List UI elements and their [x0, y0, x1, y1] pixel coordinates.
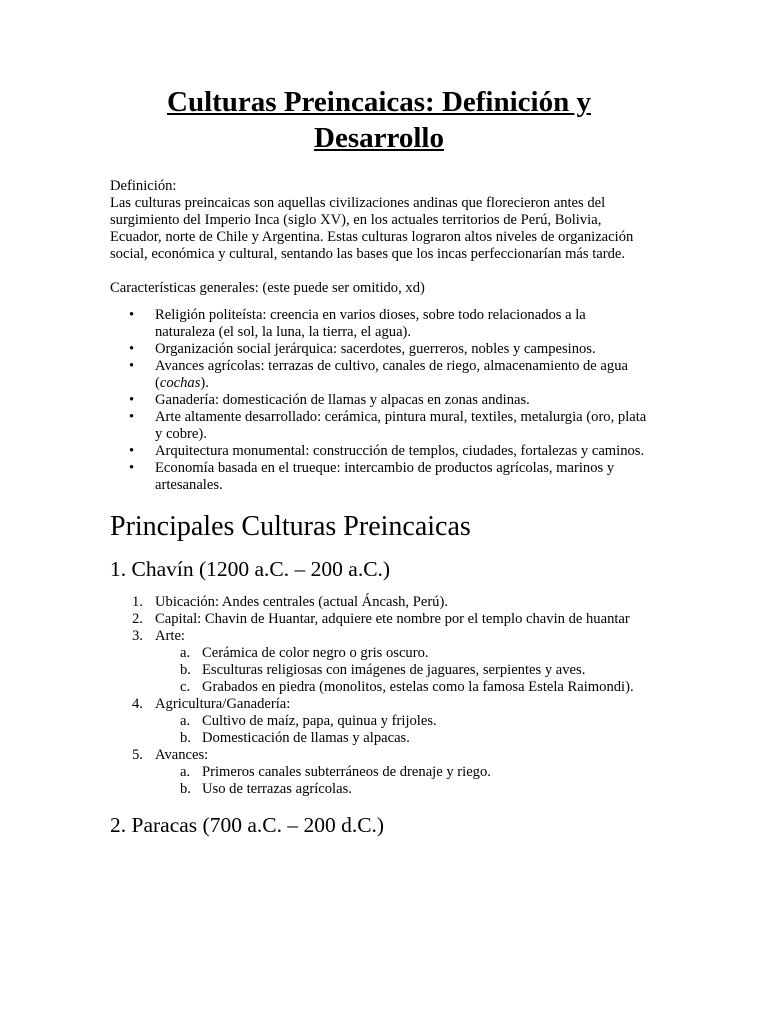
letter-marker: a.: [180, 764, 191, 780]
numbered-item: [110, 628, 648, 696]
numbered-item-text: Agricultura/Ganadería:: [155, 696, 291, 712]
bullet-marker: •: [129, 409, 135, 425]
numbered-item: [110, 696, 648, 747]
sub-list-item: [155, 645, 648, 662]
sub-list: [155, 764, 648, 798]
list-item: [110, 341, 648, 358]
list-item: [110, 358, 648, 392]
paracas-heading: 2. Paracas (700 a.C. – 200 d.C.): [110, 813, 385, 837]
list-item-text: Ganadería: domesticación de llamas y alpacas en zonas andinas.: [155, 392, 530, 408]
definition-text: Las culturas preincaicas son aquellas civilizaciones andinas que florecieron antes del surgimiento del Imperio Inca (siglo XV), en los actuales territorios de Perú, Bolivia, Ecuador, norte de Chile y Argentina. Estas culturas lograron altos niveles de organización social, económica y cultural, sentando las bases que los incas perfeccionarían más tarde.: [110, 195, 634, 262]
bullet-marker: •: [129, 443, 135, 459]
numbered-marker: 5.: [132, 747, 143, 763]
section-title: Principales Culturas Preincaicas: [110, 511, 471, 542]
list-item-text: Religión politeísta: creencia en varios dioses, sobre todo relacionados a la naturaleza (el sol, la luna, la tierra, el agua).: [155, 307, 586, 340]
letter-marker: b.: [180, 662, 191, 678]
sub-list-item-text: Cultivo de maíz, papa, quinua y frijoles.: [202, 713, 437, 729]
sub-list-item: [155, 764, 648, 781]
sub-list-item-text: Uso de terrazas agrícolas.: [202, 781, 352, 797]
list-item-text: Arquitectura monumental: construcción de templos, ciudades, fortalezas y caminos.: [155, 443, 645, 459]
numbered-item: [110, 747, 648, 798]
sub-list-item-text: Cerámica de color negro o gris oscuro.: [202, 645, 429, 661]
chavin-heading: 1. Chavín (1200 a.C. – 200 a.C.): [110, 557, 391, 581]
sub-list-item: [155, 662, 648, 679]
sub-list-item-text: Esculturas religiosas con imágenes de jaguares, serpientes y aves.: [202, 662, 586, 678]
numbered-item-text: Capital: Chavin de Huantar, adquiere ete nombre por el templo chavin de huantar: [155, 611, 630, 627]
letter-marker: c.: [180, 679, 191, 695]
numbered-item-text: Avances:: [155, 747, 209, 763]
list-item: [110, 307, 648, 341]
sub-list-item-text: Domesticación de llamas y alpacas.: [202, 730, 410, 746]
sub-list-item-text: Grabados en piedra (monolitos, estelas como la famosa Estela Raimondi).: [202, 679, 634, 695]
numbered-item-text: Arte:: [155, 628, 185, 644]
chavin-list: [110, 594, 648, 798]
list-item-text: Organización social jerárquica: sacerdotes, guerreros, nobles y campesinos.: [155, 341, 596, 357]
sub-list: [155, 645, 648, 696]
list-item-text: Economía basada en el trueque: intercambio de productos agrícolas, marinos y artesanales.: [155, 460, 615, 493]
sub-list-item: [155, 781, 648, 798]
list-item-emphasis: cochas: [159, 375, 201, 391]
bullet-marker: •: [129, 358, 135, 374]
numbered-marker: 1.: [132, 594, 143, 610]
sub-list-item: [155, 713, 648, 730]
title-line-1: Culturas Preincaicas: Definición y: [167, 86, 591, 118]
characteristics-intro: Características generales: (este puede ser omitido, xd): [110, 280, 425, 296]
letter-marker: b.: [180, 781, 191, 797]
characteristics-list: [110, 307, 648, 494]
sub-list-item: [155, 679, 648, 696]
numbered-marker: 3.: [132, 628, 143, 644]
numbered-item-text: Ubicación: Andes centrales (actual Áncash, Perú).: [155, 594, 448, 610]
definition-label: Definición:: [110, 178, 177, 194]
bullet-marker: •: [129, 460, 135, 476]
numbered-item: [110, 611, 648, 628]
list-item: [110, 443, 648, 460]
bullet-marker: •: [129, 392, 135, 408]
title-line-2: Desarrollo: [314, 122, 444, 154]
list-item-text: Avances agrícolas: terrazas de cultivo, canales de riego, almacenamiento de agua (: [155, 358, 628, 391]
list-item: [110, 409, 648, 443]
bullet-marker: •: [129, 341, 135, 357]
letter-marker: a.: [180, 645, 191, 661]
numbered-marker: 4.: [132, 696, 143, 712]
numbered-marker: 2.: [132, 611, 143, 627]
document-title: [110, 84, 648, 156]
letter-marker: a.: [180, 713, 191, 729]
list-item-text: Arte altamente desarrollado: cerámica, pintura mural, textiles, metalurgia (oro, plata y cobre).: [155, 409, 647, 442]
bullet-marker: •: [129, 307, 135, 323]
sub-list: [155, 713, 648, 747]
list-item: [110, 460, 648, 494]
list-item-text: ).: [200, 375, 209, 391]
sub-list-item-text: Primeros canales subterráneos de drenaje y riego.: [202, 764, 491, 780]
sub-list-item: [155, 730, 648, 747]
letter-marker: b.: [180, 730, 191, 746]
list-item: [110, 392, 648, 409]
numbered-item: [110, 594, 648, 611]
